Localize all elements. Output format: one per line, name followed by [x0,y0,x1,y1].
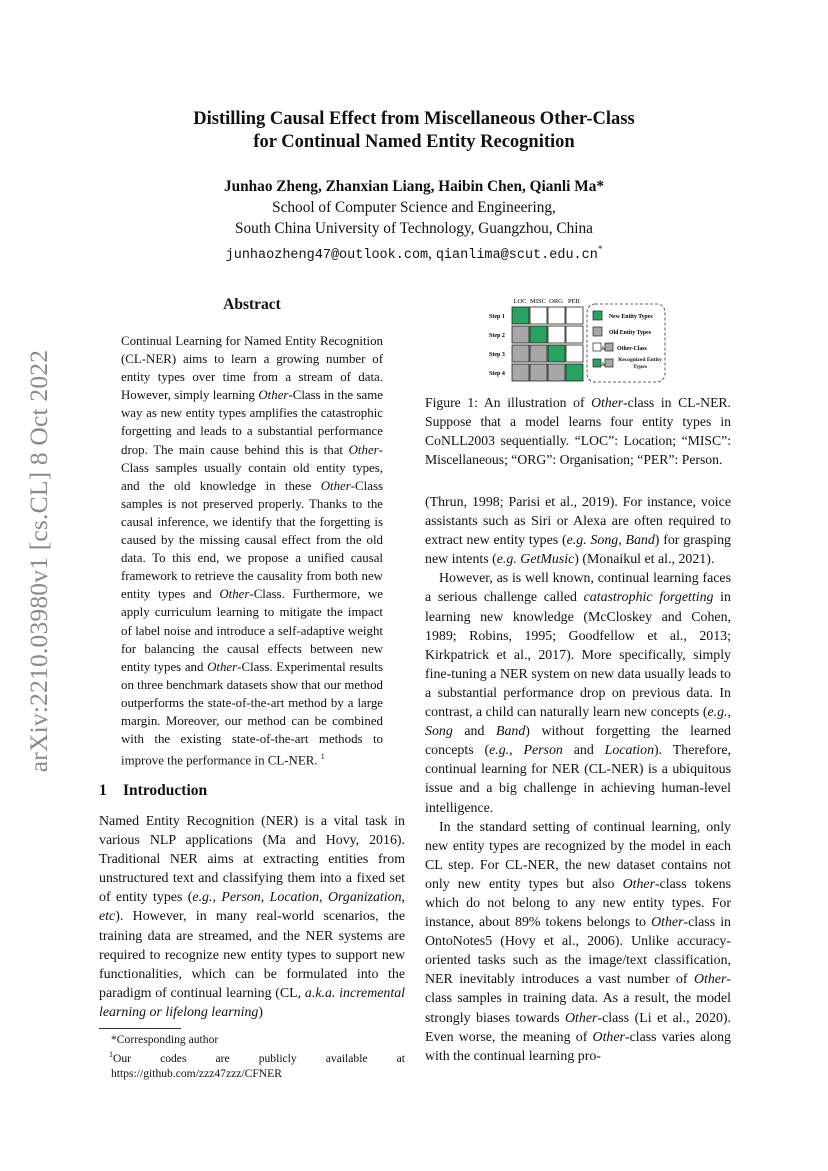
cell-step2-loc [512,326,529,343]
figure-1-svg [486,295,726,385]
footnote-corresponding: *Corresponding author [111,1033,219,1046]
row-label-step-3: Step 3 [489,352,505,358]
body-text: in learning new knowledge (McCloskey and Cohen, 1989; Robins, 1995; Goodfellow et al., 2013; Kirkpatrick et al., 2017). More specifically, simply fine-tuning a NER system on new data usually leads to a substantial performance drop on previous data. In contrast, a child can naturally learn new concepts ( [425,590,731,721]
body-em: Location [604,743,655,759]
abstract-em: Other [348,442,379,457]
footnote-code-text[interactable]: Our codes are publicly available at https://github.com/zzz47zzz/CFNER [111,1051,405,1080]
body-text: and [452,724,496,740]
body-text: Named Entity Recognition (NER) is a vital task in various NLP applications (Ma and Hovy, 2016). Traditional NER aims at extracting entities from unstructured text and classifying them into a fixed set of entity types ( [99,814,405,906]
cell-step3-misc [530,345,547,362]
paragraph-1 [425,493,731,569]
figure-1 [486,295,726,385]
right-column-body [425,493,731,1066]
legend-swatch-rec-a [593,359,601,367]
footnote-ref-1[interactable]: 1 [320,752,325,762]
cell-step3-org [548,345,565,362]
legend-swatch-rec-b [605,359,613,367]
email-1[interactable]: junhaozheng47@outlook.com [225,248,429,264]
caption-text: -class in CL-NER. Suppose that a model learns four entity types in CoNLL2003 sequentially. “LOC”: Location; “MISC”: Miscellaneous; “ORG”: Organisation; “PER”: Person. [425,395,731,467]
footnote-rule [99,1028,181,1029]
legend-new: New Entity Types [609,314,653,320]
body-text: ). However, in many real-world scenarios, the training data are streamed, and the NER systems are required to recognize new entity types to support new functionalities, which can be formulated into the paradigm of continual learning (CL, [99,909,405,1001]
body-text: -class varies along with the continual learning pro- [425,1029,731,1064]
body-text: ) without forgetting the learned concepts ( [425,724,731,759]
abstract-text: -Class in the same way as new entity types amplifies the catastrophic forgetting and leads to a substantial performance drop. The main cause behind this is that [121,388,383,457]
body-em: e.g. [192,890,213,906]
body-em: e.g., Person [489,743,563,759]
cell-step4-per [566,364,583,381]
body-em: Other [651,915,684,931]
abstract-em: Other [207,659,238,674]
body-em: e.g. GetMusic [496,552,575,568]
legend-amp: & [601,363,606,368]
body-em: etc [99,909,116,925]
body-em: Other [622,876,655,892]
cell-step3-loc [512,345,529,362]
affiliation-2: South China University of Technology, Guangzhou, China [235,220,593,237]
intro-paragraph [99,812,405,1022]
legend-recognized-wrap [616,357,664,379]
col-header-loc: LOC [513,298,527,305]
figure-1-caption [425,393,731,469]
legend-swatch-new [593,311,602,320]
body-em: Band [625,533,655,549]
affiliation-1: School of Computer Science and Engineering, [272,199,556,216]
body-em: Other [565,1010,598,1026]
body-text: and [562,743,605,759]
body-text: ) (Monaikul et al., 2021). [574,552,715,568]
col-header-org: ORG [549,298,563,305]
cell-step2-per [566,326,583,343]
body-em: e.g. Song [566,533,619,549]
body-text: ) [258,1004,263,1020]
body-em: a.k.a. incremental learning or lifelong learning [99,985,405,1020]
body-text: In the standard setting of continual learning, only new entity types are recognized by the model in each CL step. For CL-NER, the new dataset contains not only new entity types but also [425,819,731,892]
body-text: -class tokens which do not belong to any new entity types. For instance, about 89% tokens belongs to [425,876,731,931]
title-line-2: for Continual Named Entity Recognition [253,132,575,152]
footnote-code [99,1047,405,1081]
paragraph-2 [425,569,731,817]
cell-step1-org [548,307,565,324]
abstract-heading: Abstract [223,296,281,313]
legend-swatch-other-a [593,343,601,351]
legend-other: Other-Class [617,346,647,352]
title-line-1: Distilling Causal Effect from Miscellaneous Other-Class [193,109,635,129]
cell-step4-misc [530,364,547,381]
body-text: However, as is well known, continual learning faces a serious challenge called [425,571,731,606]
footnote-mark: 1 [109,1050,113,1059]
body-text: -class samples in training data. As a result, the model strongly biases towards [425,972,731,1026]
body-text: , [618,533,626,549]
body-text: , [212,890,222,906]
section-title: Introduction [123,782,208,799]
caption-text: Figure 1: An illustration of [425,395,592,410]
col-header-misc: MISC [530,298,546,305]
email-star: * [597,244,603,254]
body-text: ) for grasping new intents ( [425,533,731,568]
body-em: Band [495,724,526,740]
col-header-per: PER [568,298,580,305]
body-em: Other [592,1029,625,1045]
author-block [100,176,728,266]
abstract-em: Other [320,478,351,493]
emails [100,239,728,266]
body-em: e.g., Song [425,705,731,740]
body-em: Other [693,972,727,988]
abstract-em: Other [258,388,289,403]
author-names: Junhao Zheng, Zhanxian Liang, Haibin Chen, Qianli Ma* [224,178,604,195]
email-separator: , [428,245,432,263]
legend-old: Old Entity Types [609,330,651,336]
section-number: 1 [99,782,107,799]
body-em: Person [221,890,261,906]
abstract-em: Other [219,587,250,602]
arxiv-sidebar [14,210,64,910]
body-text: , [401,890,406,906]
body-text: , [319,890,328,906]
row-label-step-2: Step 2 [489,333,505,339]
legend-swatch-old [593,327,602,336]
abstract-text: Continual Learning for Named Entity Recognition (CL-NER) aims to learn a growing number of entity types over time from a stream of data. However, simply learning [121,334,383,403]
abstract-text: -Class samples usually contain old entity types, and the old knowledge in these [121,442,383,493]
cell-step3-per [566,345,583,362]
body-text: , [260,890,270,906]
arxiv-id: arXiv:2210.03980v1 [cs.CL] 8 Oct 2022 [24,349,53,773]
cell-step2-misc [530,326,547,343]
legend-swatch-other-b [605,343,613,351]
body-em: catastrophic forgetting [583,590,714,606]
legend-amp: & [601,347,606,352]
cell-step2-org [548,326,565,343]
cell-step4-org [548,364,565,381]
section-heading-introduction [99,782,207,800]
cell-step1-loc [512,307,529,324]
legend-recognized: Recognized Entity Types [618,357,662,370]
paragraph-3 [425,818,731,1066]
body-text: (Thrun, 1998; Parisi et al., 2019). For instance, voice assistants such as Siri or Alexa are often required to extract new entity types ( [425,495,731,549]
paper-title [100,108,728,154]
body-text: -class (Li et al., 2020). Even worse, the meaning of [425,1010,731,1045]
cell-step4-loc [512,364,529,381]
body-em: Organization [327,890,402,906]
row-label-step-4: Step 4 [489,371,505,377]
cell-step1-misc [530,307,547,324]
abstract-text: -Class. Experimental results on three benchmark datasets show that our method outperforms the state-of-the-art method by a large margin. Moreover, our method can be combined with the existing state-of-the-art methods to improve the performance in CL-NER. [121,659,383,768]
caption-em: Other [591,395,624,410]
cell-step1-per [566,307,583,324]
body-em: Location [269,890,320,906]
footnotes [99,1032,405,1081]
body-text: -class in OntoNotes5 (Hovy et al., 2006). Unlike accuracy-oriented tasks such as the image/text classification, NER inevitably introduces a vast number of [425,915,731,988]
row-label-step-1: Step 1 [489,314,505,320]
abstract-text: -Class. Furthermore, we apply curriculum learning to mitigate the impact of label noise and introduce a self-adaptive weight for balancing the causal effects between new entity types and [121,587,383,674]
email-2[interactable]: qianlima@scut.edu.cn [435,248,598,264]
body-text: ). Therefore, continual learning for NER (CL-NER) is a ubiquitous issue and a big challenge in achieving human-level intelligence. [425,743,731,816]
abstract-body [121,332,383,770]
abstract-text: -Class samples is not preserved properly. Thanks to the causal inference, we identify that the forgetting is caused by the missing causal effect from the old data. To this end, we propose a unified causal framework to retrieve the causality from both new entity types and [121,478,383,602]
